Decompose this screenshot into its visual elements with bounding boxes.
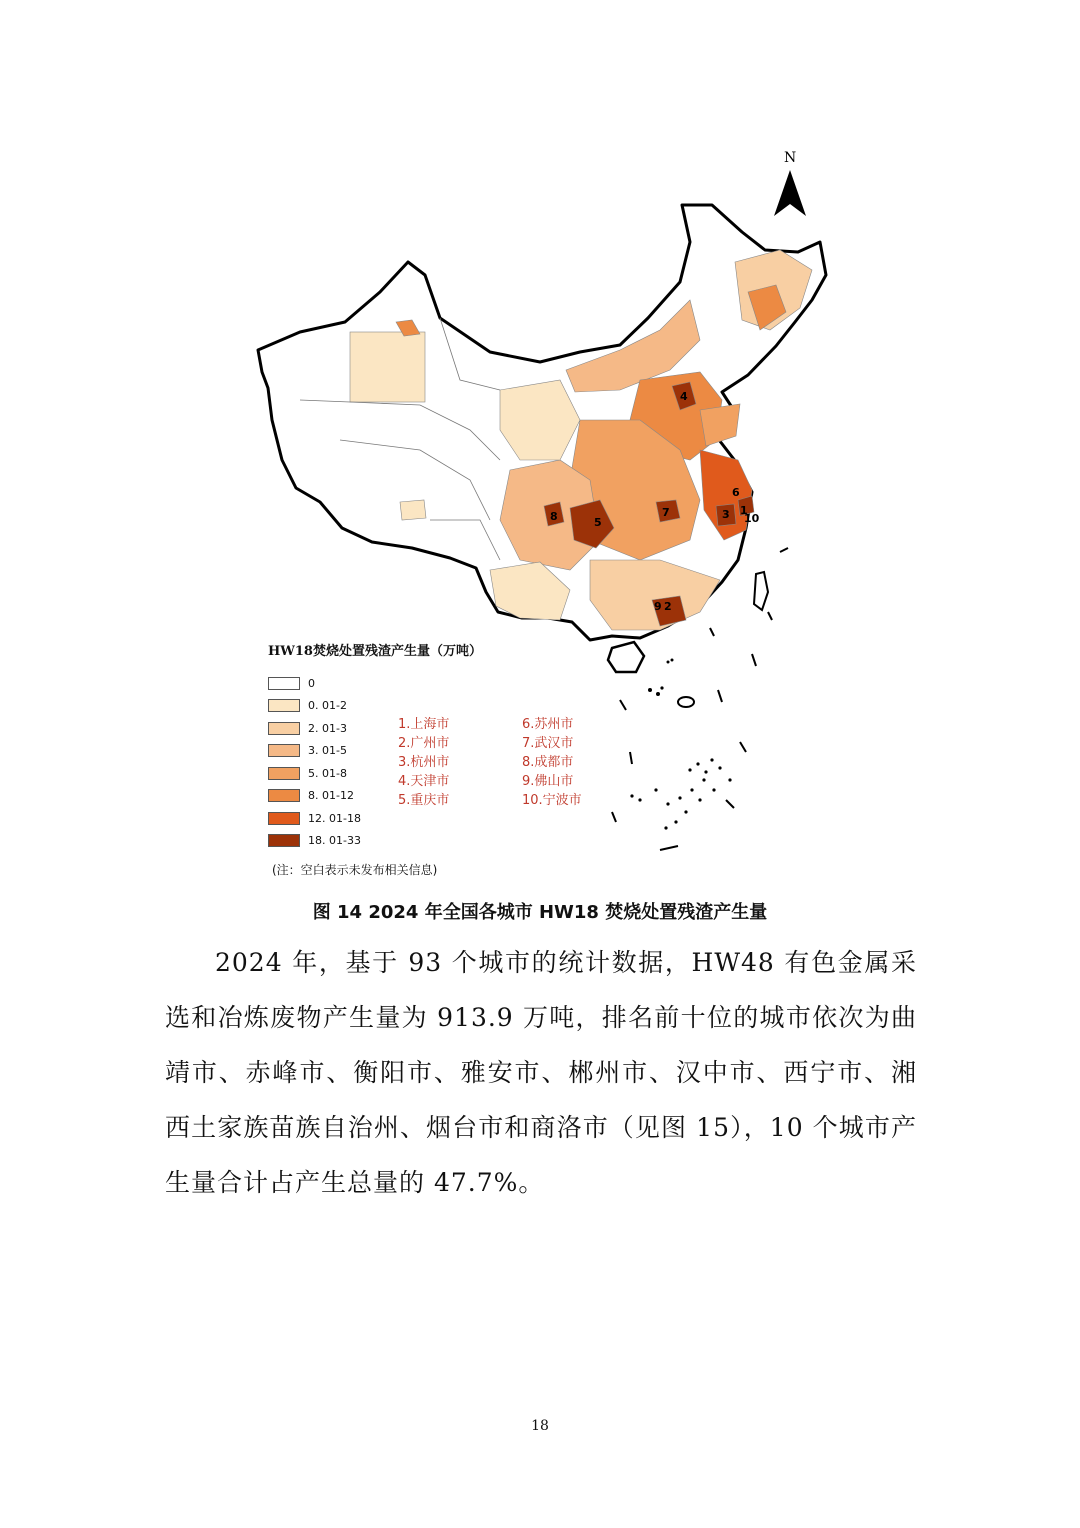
ranking-column-2 (522, 715, 652, 810)
ranking-item: 10.宁波市 (522, 793, 582, 808)
legend-row (268, 720, 347, 736)
legend-row (268, 698, 347, 714)
figure-caption: 图 14 2024 年全国各城市 HW18 焚烧处置残渣产生量 (312, 902, 768, 923)
ranking-item: 2.广州市 (398, 736, 450, 751)
ranking-item: 7.武汉市 (522, 736, 574, 751)
legend-swatch (268, 699, 300, 712)
legend-swatch (268, 812, 300, 825)
ranking-item: 9.佛山市 (522, 774, 574, 789)
map-label-10: 10 (744, 512, 760, 525)
legend-label: 2. 01-3 (308, 721, 347, 735)
north-label: N (784, 150, 797, 166)
ranking-item: 6.苏州市 (522, 717, 574, 732)
hainan-island (608, 642, 644, 672)
ranking-item: 8.成都市 (522, 755, 574, 770)
legend-swatch (268, 677, 300, 690)
map-label-5: 5 (594, 516, 602, 529)
region-tibet-spot (400, 500, 426, 520)
ranking-item: 4.天津市 (398, 774, 450, 789)
ranking-item: 1.上海市 (398, 717, 450, 732)
legend-swatch (268, 834, 300, 847)
map-note: (注：空白表示未发布相关信息) (272, 863, 438, 877)
legend-swatch (268, 722, 300, 735)
legend-label: 3. 01-5 (308, 744, 347, 757)
map-label-8: 8 (550, 510, 558, 523)
legend-swatch (268, 789, 300, 802)
legend-label: 8. 01-12 (308, 789, 354, 802)
map-label-2: 2 (664, 600, 672, 613)
legend-row (268, 675, 315, 691)
legend-row (268, 833, 361, 849)
region-shandong (700, 404, 740, 446)
legend-row (268, 743, 347, 759)
legend-label: 18. 01-33 (308, 834, 361, 847)
legend-swatch (268, 767, 300, 780)
legend-label: 0. 01-2 (308, 699, 347, 712)
map-label-7: 7 (662, 506, 670, 519)
ranking-column-1 (398, 715, 528, 810)
legend-label: 0 (308, 676, 315, 690)
legend-row (268, 788, 354, 804)
legend-title: HW18焚烧处置残渣产生量（万吨） (268, 644, 482, 659)
map-label-9: 9 (654, 600, 662, 613)
region-xinjiang-north (350, 332, 425, 402)
legend-swatch (268, 744, 300, 757)
map-label-6: 6 (732, 486, 740, 499)
map-label-4: 4 (680, 390, 688, 403)
page-number: 18 (531, 1418, 549, 1434)
map-label-1: 1 (740, 504, 748, 517)
north-arrow-icon (774, 170, 806, 216)
ranking-item: 5.重庆市 (398, 793, 450, 808)
legend-label: 5. 01-8 (308, 766, 347, 780)
legend-row (268, 810, 361, 826)
map-label-3: 3 (722, 508, 730, 521)
legend-row (268, 765, 347, 781)
taiwan-island (754, 572, 768, 610)
ranking-item: 3.杭州市 (398, 755, 450, 770)
body-paragraph: 2024 年，基于 93 个城市的统计数据，HW48 有色金属采选和冶炼废物产生量为 913.9 万吨，排名前十位的城市依次为曲靖市、赤峰市、衡阳市、雅安市、郴州市、汉中市、西宁市、湘西土家族苗族自治州、烟台市和商洛市（见图 15），10 个城市产生量合计占产生总量的 47.7%。 (165, 948, 917, 1197)
legend-label: 12. 01-18 (308, 811, 361, 825)
